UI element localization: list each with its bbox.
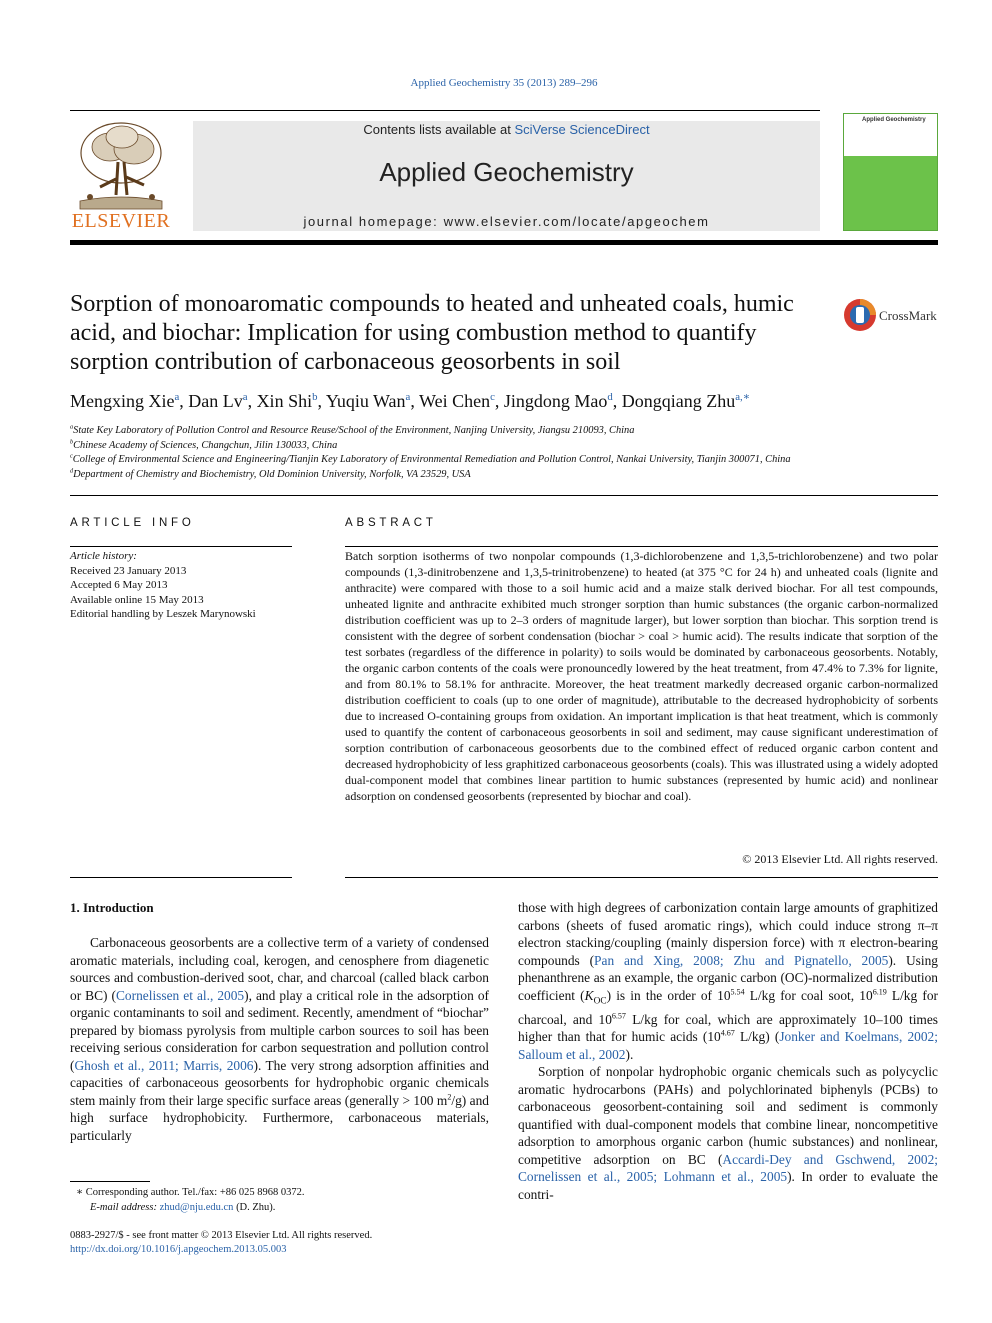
page-footer xyxy=(70,1229,490,1257)
crossmark-label: CrossMark xyxy=(879,308,937,323)
author-affiliation-marker[interactable]: a xyxy=(405,391,411,403)
online-date: Available online 15 May 2013 xyxy=(70,593,204,606)
journal-homepage[interactable]: journal homepage: www.elsevier.com/locate/apgeochem xyxy=(303,214,710,229)
author-list: Mengxing Xie$^a$, Dan Lv$^a$, Xin Shi$^b$, Yuqiu Wan$^a$, Wei Chen$^c$, Jingdong Mao$^d$, Dongqiang Zhu$^{a,∗}$ xyxy=(70,391,751,411)
affiliations xyxy=(70,424,950,482)
doi-link[interactable]: http://dx.doi.org/10.1016/j.apgeochem.2013.05.003 xyxy=(70,1244,287,1255)
reference-link[interactable]: Ghosh et al., 2011; Marris, 2006 xyxy=(74,1057,254,1073)
reference-link[interactable]: Pan and Xing, 2008; Zhu and Pignatello, 2005 xyxy=(594,952,889,968)
abstract-body: Batch sorption isotherms of two nonpolar compounds (1,3-dichlorobenzene and 1,3,5-trichlorobenzene) and two polar compounds (1,3-dinitrobenzene and 1,3,5-trinitrobenzene) to heated (at 375 °C for 24 h) and unheated coals (lignite and anthracite) were compared with those to a soil humic acid and a maize stalk derived biochar. For all test compounds, unheated lignite and anthracite exhibited much stronger sorption than humic substances (the organic carbon-normalized distribution coefficient was up to 2–3 orders of magnitude larger), but lower sorption than biochar. This sorption trend is consistent with the degree of sorbent condensation (biochar > coal > humic acid). The results indicate that sorption of the test sorbates (regardless of the difference in polarity) to soils would be dominated by carbonaceous geosorbents. Notably, the organic carbon contents of the coals were pronouncedly lowered by the heat treatment, from 47.4% to 7.3% for lignite, and from 80.1% to 58.1% for anthracite. Moreover, the heat treatment markedly decreased organic carbon-normalized distribution coefficient to coals (up to one order of magnitude), attributable to the decreased hydrophobicity of sorbents due to increased O-containing groups from oxidation. An important implication is that heat treatment, which is commonly used to quantify the content of carbonaceous geosorbents in soil and sediment, may cause significant underestimation of sorption contribution of carbonaceous geosorbents due to the combined effect of reduced organic carbon content and decreased hydrophobicity of less graphitized carbonaceous geosorbents (coals). This was illustrated using a widely adopted dual-component model that combines linear partition to humic substances (represented by humic acid) and nonlinear adsorption on condensed geosorbents (represented by biochar and coal). xyxy=(345,549,938,803)
author-name[interactable]: Jingdong Mao xyxy=(503,391,608,411)
issn-line: 0883-2927/$ - see front matter © 2013 Elsevier Ltd. All rights reserved. xyxy=(70,1230,373,1241)
abstract-heading: ABSTRACT xyxy=(345,517,437,529)
header-thick-rule xyxy=(70,240,938,245)
article-history xyxy=(70,549,310,622)
accepted-date: Accepted 6 May 2013 xyxy=(70,579,168,591)
body-column-left xyxy=(70,934,489,1144)
elsevier-wordmark: ELSEVIER xyxy=(71,210,171,232)
author-name[interactable]: Xin Shi xyxy=(256,391,313,411)
elsevier-tree-icon xyxy=(70,117,172,212)
reference-link[interactable]: Accardi-Dey and Gschwend, 2002; Cornelissen et al., 2005; Lohmann et al., 2005 xyxy=(518,1151,938,1185)
editorial-handling: Editorial handling by Leszek Marynowski xyxy=(70,608,256,620)
reference-link[interactable]: Cornelissen et al., 2005 xyxy=(116,987,245,1003)
intro-paragraph: Carbonaceous geosorbents are a collective term of a variety of condensed aromatic materials, including coal, kerogen, and cenosphere from diagenetic sources and combustion-derived soot, char, and charcoal (called black carbon or BC) (Cornelissen et al., 2005), and play a critical role in the adsorption of organic contaminants to soil and sediment. Recently, amendment of “biochar” prepared by biomass pyrolysis from multiple carbon sources to soil has been receiving serious consideration for carbon sequestration and pollution control (Ghosh et al., 2011; Marris, 2006). The very strong adsorption affinities and capacities of carbonaceous geosorbents for hydrophobic organic chemicals stem mainly from their large specific surface areas (generally > 100 $m^2/g$) and high surface hydrophobicity. Furthermore, carbonaceous materials, particularly xyxy=(70,935,490,1143)
author-name[interactable]: Mengxing Xie xyxy=(70,391,175,411)
cover-title: Applied Geochemistry xyxy=(862,117,926,123)
author-affiliation-marker[interactable]: b xyxy=(312,391,318,403)
author-affiliation-marker[interactable]: a xyxy=(242,391,248,403)
abstract-copyright: © 2013 Elsevier Ltd. All rights reserved. xyxy=(742,852,938,866)
affiliation-rule xyxy=(70,495,938,496)
received-date: Received 23 January 2013 xyxy=(70,564,187,577)
author-affiliation-marker[interactable]: a xyxy=(174,391,180,403)
intro-paragraph-continued: those with high degrees of carbonization contain large amounts of graphitized carbons (sheets of fused aromatic rings), which could induce strong π–π electron stacking/coupling (mainly dispersion force) with π electron-bearing compounds (Pan and Xing, 2008; Zhu and Pignatello, 2005). Using phenanthrene as an example, the organic carbon (OC)-normalized distribution coefficient $(K_{OC})$ is in the order of $10^{5.54}$ L/kg for coal soot, $10^{6.19}$ L/kg for charcoal, and $10^{6.57}$ L/kg for coal, which are approximately 10–100 times higher than that for humic acids ($10^{4.67}$ L/kg) (Jonker and Koelmans, 2002; Salloum et al., 2002). xyxy=(518,900,938,1062)
crossmark-badge[interactable] xyxy=(843,298,943,334)
footnote-rule xyxy=(70,1181,150,1182)
body-column-right xyxy=(518,899,938,1203)
header-top-rule xyxy=(70,110,820,111)
affiliation-item: $^b$Chinese Academy of Sciences, Changchun, Jilin 130033, China xyxy=(70,438,338,451)
article-info-bottom-rule xyxy=(70,877,292,878)
history-label: Article history: xyxy=(70,550,137,562)
affiliation-item: $^a$State Key Laboratory of Pollution Control and Resource Reuse/School of the Environment, Nanjing University, Jiangsu 210093, China xyxy=(70,423,635,436)
introduction-heading: 1. Introduction xyxy=(70,900,154,915)
intro-paragraph: Sorption of nonpolar hydrophobic organic chemicals such as polycyclic aromatic hydrocarbons (PAHs) and polychlorinated biphenyls (PCBs) to carbonaceous geosorbent-containing soil and sediment is commonly quantified with dual-component models that combine linear, noncompetitive adsorption to amorphous organic carbon (humic substances) and nonlinear, competitive adsorption on BC (Accardi-Dey and Gschwend, 2002; Cornelissen et al., 2005; Lohmann et al., 2005). In order to evaluate the contri- xyxy=(518,1064,938,1202)
contents-available-line: Contents lists available at SciVerse ScienceDirect xyxy=(363,122,650,137)
abstract-bottom-rule xyxy=(345,877,938,878)
author-name[interactable]: Yuqiu Wan xyxy=(325,391,406,411)
affiliation-item: $^d$Department of Chemistry and Biochemistry, Old Dominion University, Norfolk, VA 23529, USA xyxy=(70,467,471,480)
author-affiliation-marker[interactable]: a,∗ xyxy=(735,391,751,403)
email-link[interactable]: zhud@nju.edu.cn xyxy=(159,1202,234,1213)
article-info-heading: ARTICLE INFO xyxy=(70,517,195,529)
reference-link[interactable]: Jonker and Koelmans, 2002; Salloum et al., 2002 xyxy=(518,1029,938,1062)
journal-cover-thumbnail[interactable] xyxy=(843,113,938,231)
author-name[interactable]: Dongqiang Zhu xyxy=(621,391,736,411)
article-title: Sorption of monoaromatic compounds to heated and unheated coals, humic acid, and biochar: Implication for using combustion method to quantify sorption contribution of carbonaceous geosorbents in soil xyxy=(70,291,794,375)
sciencedirect-link[interactable]: SciVerse ScienceDirect xyxy=(514,122,650,137)
author-name[interactable]: Wei Chen xyxy=(419,391,491,411)
author-affiliation-marker[interactable]: d xyxy=(607,391,613,403)
article-info-rule xyxy=(70,546,292,547)
journal-citation-link[interactable]: Applied Geochemistry 35 (2013) 289–296 xyxy=(410,77,598,89)
footnotes xyxy=(70,1185,490,1215)
abstract-rule xyxy=(345,546,938,547)
crossmark-icon xyxy=(843,298,877,332)
author-affiliation-marker[interactable]: c xyxy=(490,391,495,403)
corresponding-author-note: ∗ Corresponding author. Tel./fax: +86 025 8968 0372. xyxy=(76,1187,305,1198)
author-name[interactable]: Dan Lv xyxy=(188,391,243,411)
journal-title: Applied Geochemistry xyxy=(379,157,634,187)
affiliation-item: $^c$College of Environmental Science and Engineering/Tianjin Key Laboratory of Environmental Remediation and Pollution Control, Nankai University, Tianjin 300071, China xyxy=(70,452,791,465)
email-note: E-mail address: zhud@nju.edu.cn (D. Zhu). xyxy=(90,1202,276,1213)
